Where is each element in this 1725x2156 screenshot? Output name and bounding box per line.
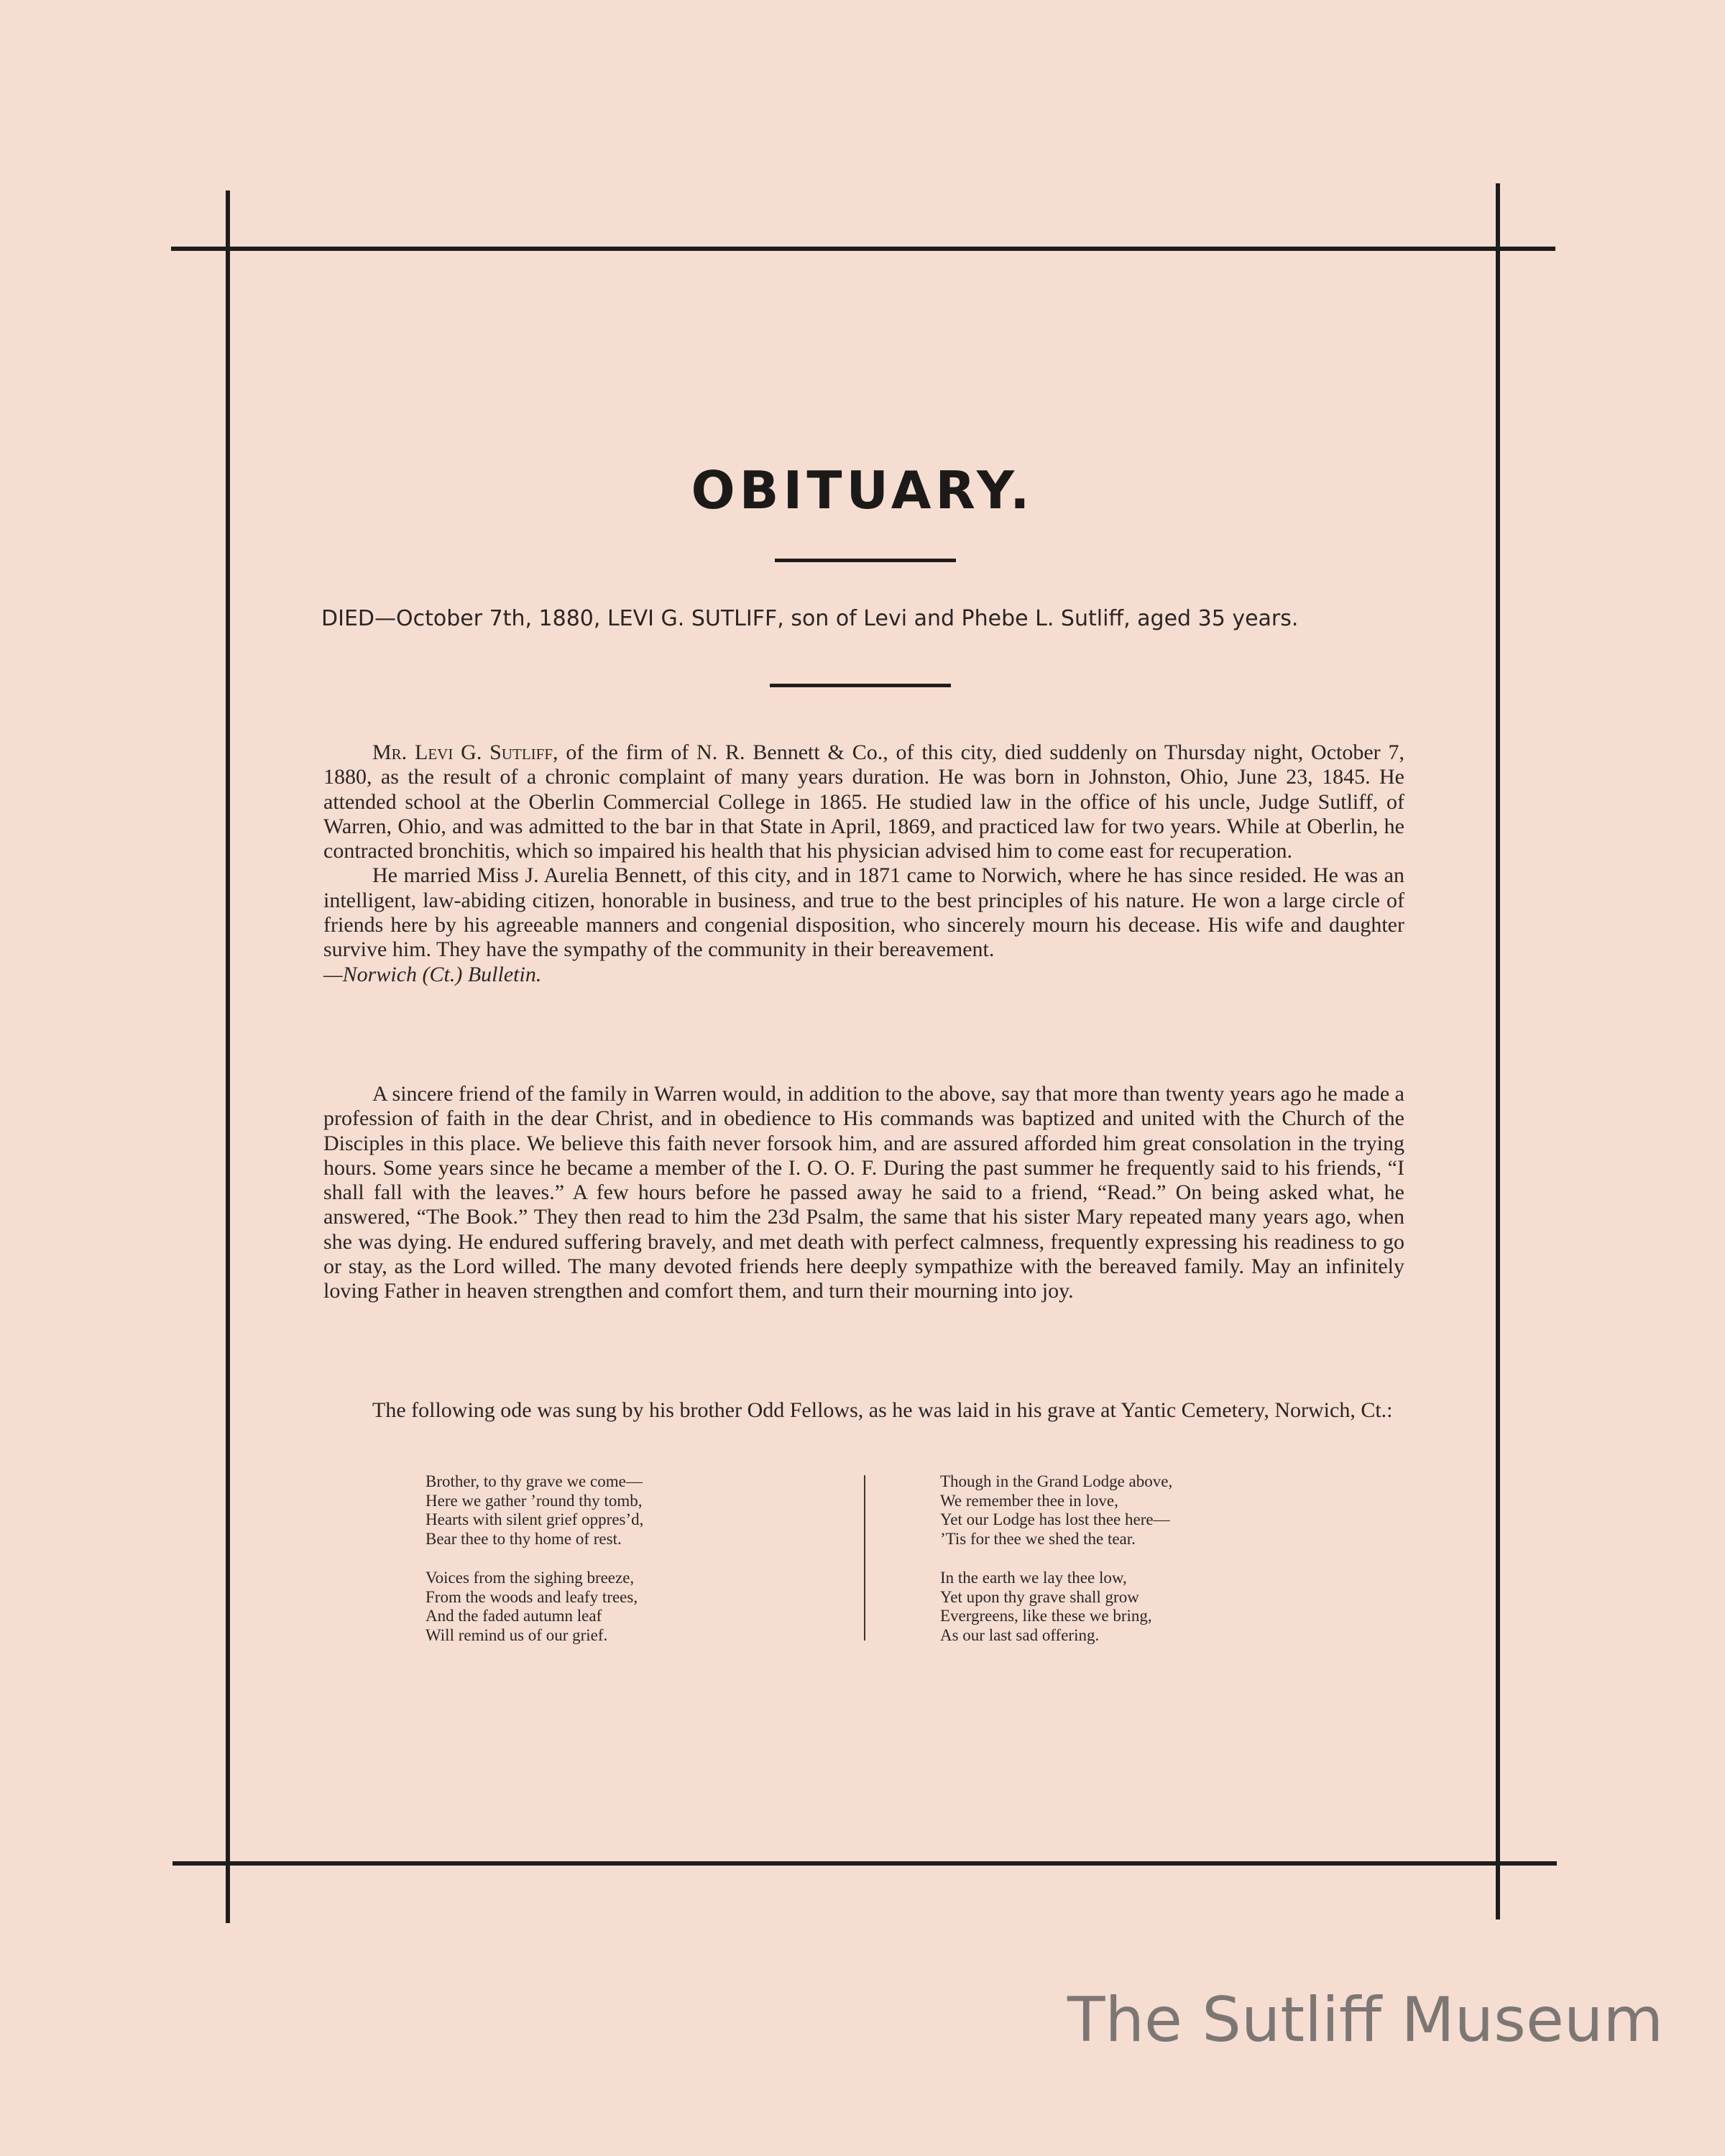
paragraph-1-text: , of the firm of N. R. Bennett & Co., of this city, died suddenly on Thursday night, October 7, 1880, as the result of a chronic complaint of many years duration. He was born in Johnston, Ohio, June 23, 1845. He attended school at the Oberlin Commercial College in 1865. He studied law in the office of his uncle, Judge Sutliff, of Warren, Ohio, and was admitted to the bar in that State in April, 1869, and practiced law for two years. While at Oberlin, he contracted bronchitis, which so impaired his health that his physician advised him to come east for recuperation. — [323, 740, 1405, 863]
ode-line: Hearts with silent grief oppres’d, — [426, 1510, 644, 1528]
source-citation: —Norwich (Ct.) Bulletin. — [323, 962, 542, 986]
ode-line: We remember thee in love, — [940, 1491, 1118, 1510]
ode-line: And the faded autumn leaf — [426, 1607, 602, 1625]
ode-stanza — [940, 1569, 1172, 1645]
ode-line: Bear thee to thy home of rest. — [426, 1529, 622, 1548]
death-notice: DIED—October 7th, 1880, LEVI G. SUTLIFF, son of Levi and Phebe L. Sutliff, aged 35 years. — [321, 606, 1299, 631]
ode-right-column — [940, 1472, 1172, 1665]
paragraph-2: He married Miss J. Aurelia Bennett, of this city, and in 1871 came to Norwich, where he has since resided. He was an intelligent, law-abiding citizen, honorable in business, and true to the best principles of his nature. He won a large circle of friends here by his agreeable manners and congenial disposition, who sincerely mourn his decease. His wife and daughter survive him. They have the sympathy of the community in their bereavement. — [323, 863, 1404, 962]
ode-line: Though in the Grand Lodge above, — [940, 1472, 1173, 1490]
border-bottom — [172, 1861, 1557, 1866]
title-separator — [775, 559, 956, 562]
ode-stanza — [426, 1569, 643, 1645]
museum-watermark: The Sutliff Museum — [1067, 1984, 1664, 2056]
ode-line: From the woods and leafy trees, — [426, 1587, 638, 1606]
obituary-text-1 — [323, 740, 1404, 987]
notice-separator — [770, 684, 951, 687]
page-title: OBITUARY. — [691, 460, 1034, 520]
ode-line: In the earth we lay thee low, — [940, 1569, 1127, 1587]
ode-line: As our last sad offering. — [940, 1625, 1100, 1644]
ode-stanza — [426, 1472, 643, 1549]
border-right — [1496, 183, 1500, 1919]
ode-line: Will remind us of our grief. — [426, 1625, 608, 1644]
ode-left-column — [426, 1472, 643, 1665]
obituary-text-3 — [323, 1398, 1404, 1423]
ode-line: Evergreens, like these we bring, — [940, 1607, 1152, 1625]
paragraph-4: The following ode was sung by his brother Odd Fellows, as he was laid in his grave at Yantic Cemetery, Norwich, Ct.: — [372, 1398, 1393, 1422]
ode-line: Here we gather ’round thy tomb, — [426, 1491, 643, 1510]
ode-line: Yet upon thy grave shall grow — [940, 1587, 1139, 1606]
ode-line: Brother, to thy grave we come— — [426, 1472, 643, 1490]
ode-line: Voices from the sighing breeze, — [426, 1569, 635, 1587]
ode-line: Yet our Lodge has lost thee here— — [940, 1510, 1170, 1528]
ode-column-divider — [864, 1475, 865, 1641]
border-top — [171, 247, 1555, 251]
ode-stanza — [940, 1472, 1172, 1549]
paragraph-3: A sincere friend of the family in Warren would, in addition to the above, say that more than twenty years ago he made a profession of faith in the dear Christ, and in obedience to His commands was baptized and united with the Church of the Disciples in this place. We believe this faith never forsook him, and are assured afforded him great consolation in the trying hours. Some years since he became a member of the I. O. O. F. During the past summer he frequently said to his friends, “I shall fall with the leaves.” A few hours before he passed away he said to a friend, “Read.” On being asked what, he answered, “The Book.” They then read to him the 23d Psalm, the same that his sister Mary repeated many years ago, when she was dying. He endured suffering bravely, and met death with perfect calmness, frequently expressing his readiness to go or stay, as the Lord willed. The many devoted friends here deeply sympathize with the bereaved family. May an infinitely loving Father in heaven strengthen and comfort them, and turn their mourning into joy. — [323, 1082, 1404, 1303]
paragraph-1 — [323, 740, 1404, 863]
border-left — [226, 191, 230, 1923]
ode-line: ’Tis for thee we shed the tear. — [940, 1529, 1136, 1548]
obituary-text-2 — [323, 1082, 1404, 1304]
paragraph-1-lead: Mr. Levi G. Sutliff — [372, 740, 553, 764]
